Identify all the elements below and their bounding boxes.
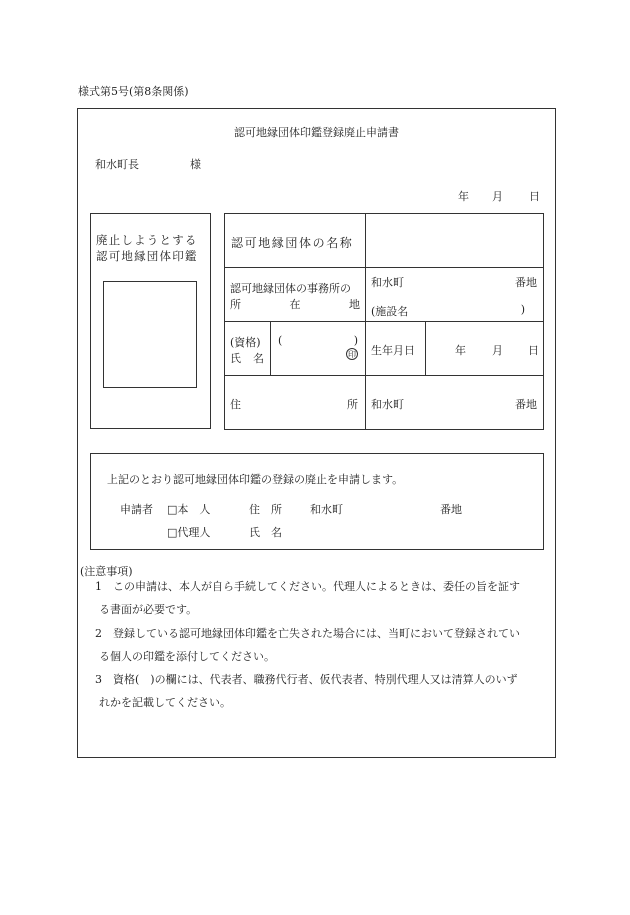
paren-open: (: [278, 334, 283, 347]
table-rule: [270, 321, 271, 375]
checkbox-agent[interactable]: □代理人: [167, 526, 211, 539]
address-line[interactable]: [371, 396, 537, 412]
table-rule: [224, 375, 544, 376]
table-rule: [224, 321, 544, 322]
note-number: 2: [95, 627, 102, 640]
facility-name-line[interactable]: [371, 303, 525, 319]
checkbox-self[interactable]: □本 人: [167, 503, 211, 516]
office-label-line2: [230, 296, 360, 312]
note-text: この申請は、本人が自ら手続してください。代理人によるときは、委任の旨を証す: [113, 580, 520, 593]
applicant-address-banchi: 番地: [440, 503, 462, 516]
note-number: 1: [95, 580, 102, 593]
address-label: [230, 396, 358, 412]
facility-close: ): [520, 303, 525, 316]
application-statement: 上記のとおり認可地縁団体印鑑の登録の廃止を申請します。: [107, 473, 404, 486]
birth-date-label: 生年月日: [371, 344, 415, 357]
date-day-label: 日: [529, 190, 540, 203]
name-label: [230, 350, 264, 366]
address-town: 和水町: [371, 398, 404, 411]
notes-heading: (注意事項): [80, 565, 133, 578]
note-number: 3: [95, 673, 102, 686]
office-address-line[interactable]: [371, 274, 537, 290]
applicant-address-town: 和水町: [310, 503, 343, 516]
note-text-cont: る個人の印鑑を添付してください。: [99, 650, 275, 663]
note-item: [95, 668, 550, 714]
org-name-label: 認可地縁団体の名称: [231, 236, 354, 250]
table-rule: [425, 321, 426, 375]
date-month-label: 月: [492, 190, 503, 203]
addressee-suffix: 様: [190, 158, 201, 171]
address-label-char: 住: [230, 398, 241, 411]
applicant-label: 申請者: [120, 503, 153, 516]
address-banchi: 番地: [515, 398, 537, 411]
seal-box-caption: [96, 232, 198, 264]
form-number-label: 様式第5号(第8条関係): [78, 85, 189, 98]
paren-close: ): [353, 334, 358, 347]
office-label-line1: 認可地縁団体の事務所の: [230, 282, 351, 295]
address-label-char: 所: [347, 398, 358, 411]
office-town: 和水町: [371, 276, 404, 289]
name-label-char: 名: [253, 352, 264, 365]
seal-impression-area[interactable]: [103, 281, 197, 388]
note-text-cont: れかを記載してください。: [99, 696, 231, 709]
office-label-char: 在: [289, 298, 301, 311]
note-text: 登録している認可地縁団体印鑑を亡失された場合には、当町において登録されてい: [113, 627, 520, 640]
note-text-cont: る書面が必要です。: [99, 603, 198, 616]
qualification-field[interactable]: [278, 334, 358, 347]
addressee: 和水町長: [95, 158, 139, 171]
note-text: 資格( )の欄には、代表者、職務代行者、仮代表者、特別代理人又は清算人のいず: [113, 673, 518, 686]
table-rule: [224, 267, 544, 268]
applicant-address-label: 住 所: [249, 503, 282, 516]
office-label-char: 所: [230, 298, 241, 311]
birth-year-label: 年: [455, 344, 466, 357]
facility-open: (施設名: [371, 305, 409, 318]
birth-day-label: 日: [528, 344, 539, 357]
name-label-char: 氏: [230, 352, 241, 365]
office-banchi: 番地: [515, 276, 537, 289]
office-label-char: 地: [349, 298, 360, 311]
seal-caption-line1: 廃止しようとする: [96, 233, 198, 247]
applicant-name-label: 氏 名: [249, 526, 282, 539]
qualification-label: (資格): [230, 336, 261, 349]
note-item: [95, 575, 550, 621]
seal-mark-icon: 印: [348, 350, 356, 359]
org-name-field[interactable]: [366, 214, 543, 266]
seal-caption-line2: 認可地縁団体印鑑: [96, 249, 198, 263]
birth-month-label: 月: [492, 344, 503, 357]
note-item: [95, 622, 550, 668]
form-title: 認可地縁団体印鑑登録廃止申請書: [234, 126, 399, 139]
date-year-label: 年: [458, 190, 469, 203]
